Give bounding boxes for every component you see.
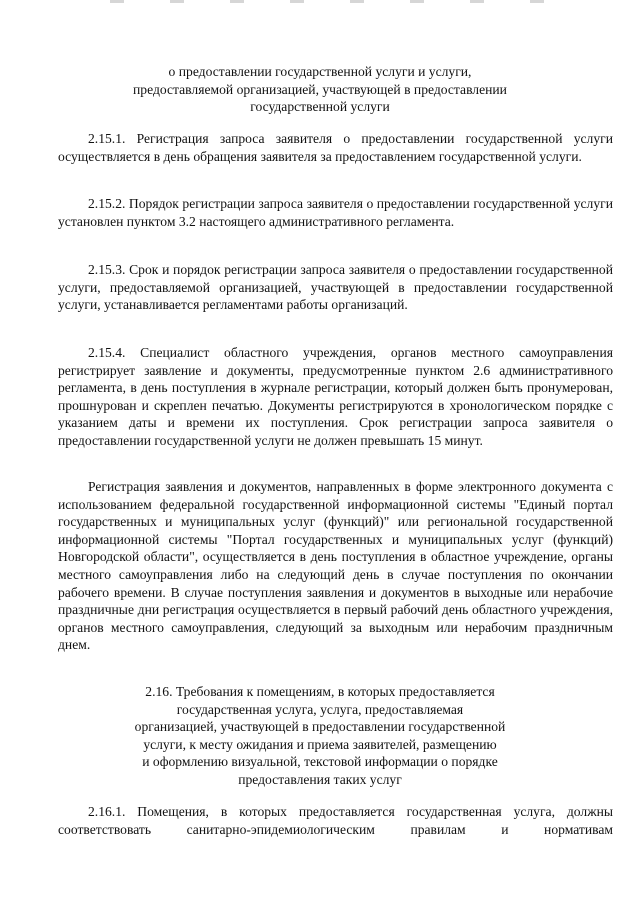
heading-line: предоставляемой организацией, участвующей в предоставлении: [133, 81, 507, 97]
section-heading-line: государственная услуга, услуга, предоставляемая: [176, 701, 464, 717]
section-heading-line: предоставления таких услуг: [238, 771, 402, 787]
scan-artifact: [110, 0, 570, 3]
paragraph-2-15-4: 2.15.4. Специалист областного учреждения, органов местного самоуправления регистрирует заявление и документы, предусмотренные пунктом 2.6 административного регламента, в день поступления в журнале регистрации, который должен быть пронумерован, прошнурован и скреплен печатью. Документы регистрируются в хронологическом порядке с указанием даты и времени их поступления. Срок регистрации запроса заявителя о предоставлении государственной услуги не должен превышать 15 минут.: [58, 345, 613, 448]
section-2-16-heading: [100, 683, 540, 789]
section-heading-line: 2.16. Требования к помещениям, в которых предоставляется: [145, 684, 495, 699]
paragraph-2-16-1: 2.16.1. Помещения, в которых предоставляется государственная услуга, должны соответствовать санитарно-эпидемиологическим правилам и нормативам: [58, 804, 613, 837]
heading-line: о предоставлении государственной услуги и услуги,: [168, 64, 472, 79]
paragraph-2-15-3: 2.15.3. Срок и порядок регистрации запроса заявителя о предоставлении государственной услуги, предоставляемой организацией, участвующей в предоставлении государственной услуги, устанавливается регламентами работы организаций.: [58, 262, 613, 313]
section-heading-line: услуги, к месту ожидания и приема заявителей, размещению: [143, 736, 497, 752]
paragraph-2-15-1: 2.15.1. Регистрация запроса заявителя о предоставлении государственной услуги осуществляется в день обращения заявителя за предоставлением государственной услуги.: [58, 131, 613, 164]
paragraph-electronic-registration: Регистрация заявления и документов, направленных в форме электронного документа с использованием федеральной государственной информационной системы "Единый портал государственных и муниципальных услуг (функций)" или региональной государственной информационной системы "Портал государственных и муниципальных услуг (функций) Новгородской области", осуществляется в день поступления в областное учреждение, органы местного самоуправления либо на следующий день в случае поступления по окончании рабочего времени. В случае поступления заявления и документов в выходные или нерабочие праздничные дни регистрация осуществляется в первый рабочий день областного учреждения, органов местного самоуправления, следующий за выходным или нерабочим праздничным днем.: [58, 479, 613, 653]
section-heading-line: и оформлению визуальной, текстовой информации о порядке: [142, 754, 498, 770]
section-heading-line: организацией, участвующей в предоставлении государственной: [134, 719, 506, 735]
paragraph-2-15-2: 2.15.2. Порядок регистрации запроса заявителя о предоставлении государственной услуги установлен пунктом 3.2 настоящего административного регламента.: [58, 196, 613, 229]
document-heading: [100, 63, 540, 116]
heading-line: государственной услуги: [250, 99, 390, 115]
